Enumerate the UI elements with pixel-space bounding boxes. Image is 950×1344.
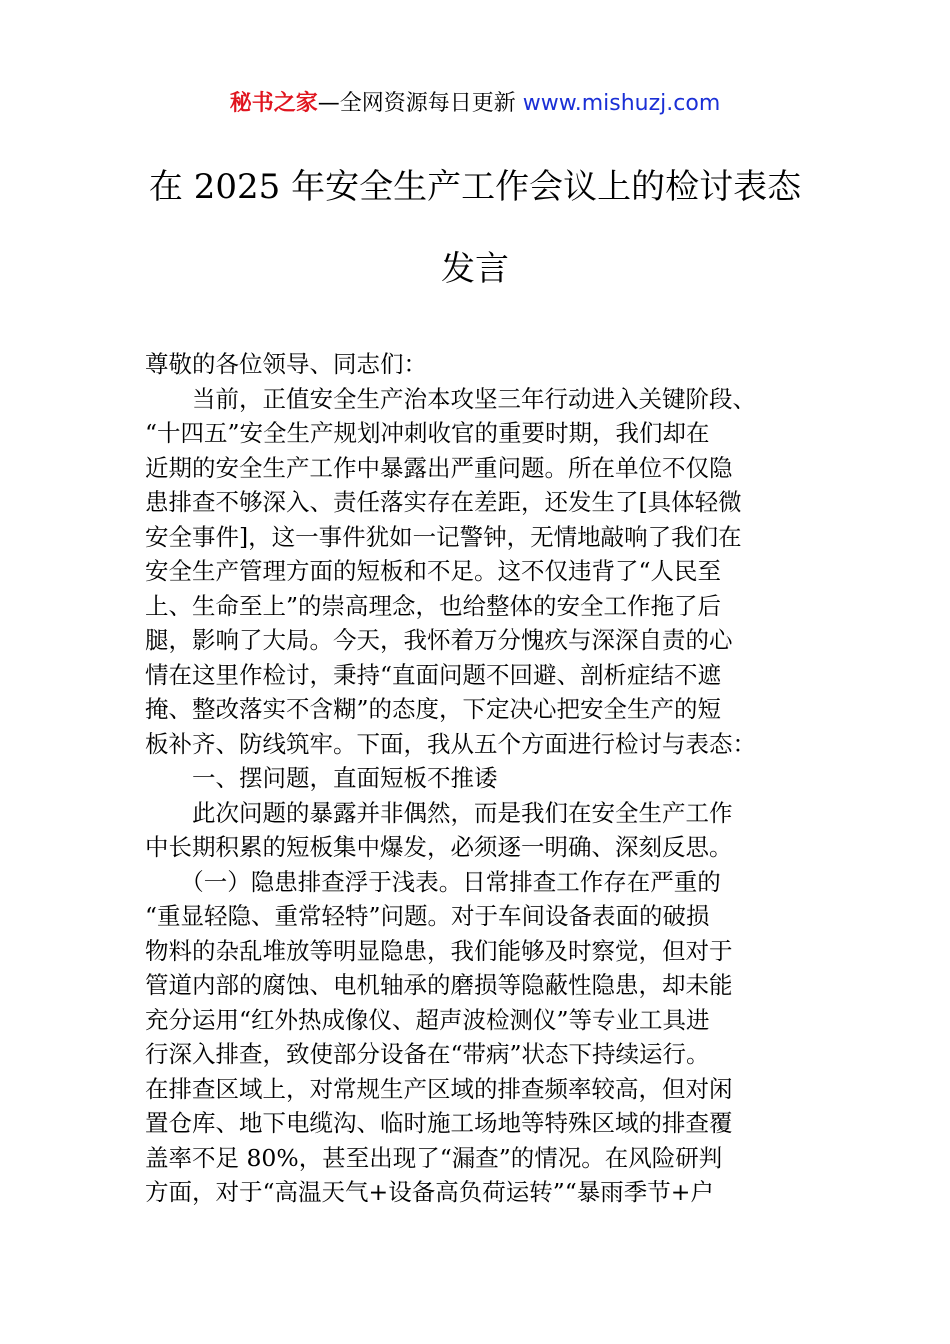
body-text-line: 置仓库、地下电缆沟、临时施工场地等特殊区域的排查覆 [145, 1109, 733, 1137]
body-text-line: 管道内部的腐蚀、电机轴承的磨损等隐蔽性隐患，却未能 [145, 971, 733, 999]
body-text-line: 中长期积累的短板集中爆发，必须逐一明确、深刻反思。 [145, 833, 733, 861]
document-title [120, 160, 830, 296]
body-text-line: 在排查区域上，对常规生产区域的排查频率较高，但对闲 [145, 1074, 733, 1103]
body-text-line: 盖率不足 80%，甚至出现了“漏查”的情况。在风险研判 [145, 1143, 723, 1172]
body-text-line: 尊敬的各位领导、同志们： [145, 350, 427, 378]
body-text-line: 此次问题的暴露并非偶然，而是我们在安全生产工作 [145, 798, 733, 827]
site-url-link[interactable]: www.mishuzj.com [522, 91, 721, 116]
body-text-line: “十四五”安全生产规划冲刺收官的重要时期，我们却在 [145, 419, 710, 447]
site-brand: 秘书之家 [229, 91, 318, 116]
site-slogan: —全网资源每日更新 [317, 91, 523, 116]
body-text-line: 情在这里作检讨，秉持“直面问题不回避、剖析症结不遮 [145, 660, 722, 689]
body-text-line: （一）隐患排查浮于浅表。日常排查工作存在严重的 [145, 867, 721, 896]
body-text-line: 当前，正值安全生产治本攻坚三年行动进入关键阶段、 [145, 384, 756, 413]
body-text-line: 充分运用“红外热成像仪、超声波检测仪”等专业工具进 [145, 1005, 710, 1034]
body-text-line: 物料的杂乱堆放等明显隐患，我们能够及时察觉，但对于 [145, 936, 733, 965]
body-text-line: “重显轻隐、重常轻特”问题。对于车间设备表面的破损 [145, 902, 710, 930]
body-text-line: 方面，对于“高温天气+设备高负荷运转”“暴雨季节+户 [145, 1178, 714, 1206]
body-text-line: 掩、整改落实不含糊”的态度，下定决心把安全生产的短 [145, 695, 722, 723]
body-text-line: 安全生产管理方面的短板和不足。这不仅违背了“人民至 [145, 557, 722, 585]
body-text-line: 板补齐、防线筑牢。下面，我从五个方面进行检讨与表态： [145, 729, 756, 758]
site-banner [0, 86, 950, 122]
document-title-line-2: 发言 [441, 249, 509, 289]
document-title-line-1: 在 2025 年安全生产工作会议上的检讨表态 [148, 167, 802, 207]
body-text-line: 腿，影响了大局。今天，我怀着万分愧疚与深深自责的心 [145, 626, 733, 654]
body-text-line: 一、摆问题，直面短板不推诿 [145, 764, 498, 792]
body-text-line: 近期的安全生产工作中暴露出严重问题。所在单位不仅隐 [145, 453, 733, 482]
body-text-line: 上、生命至上”的崇高理念，也给整体的安全工作拖了后 [145, 591, 722, 620]
body-text-line: 安全事件]，这一事件犹如一记警钟，无情地敲响了我们在 [145, 522, 742, 551]
document-body [145, 347, 815, 1210]
body-text-line: 行深入排查，致使部分设备在“带病”状态下持续运行。 [145, 1040, 710, 1068]
body-text-line: 患排查不够深入、责任落实存在差距，还发生了[具体轻微 [145, 488, 742, 516]
